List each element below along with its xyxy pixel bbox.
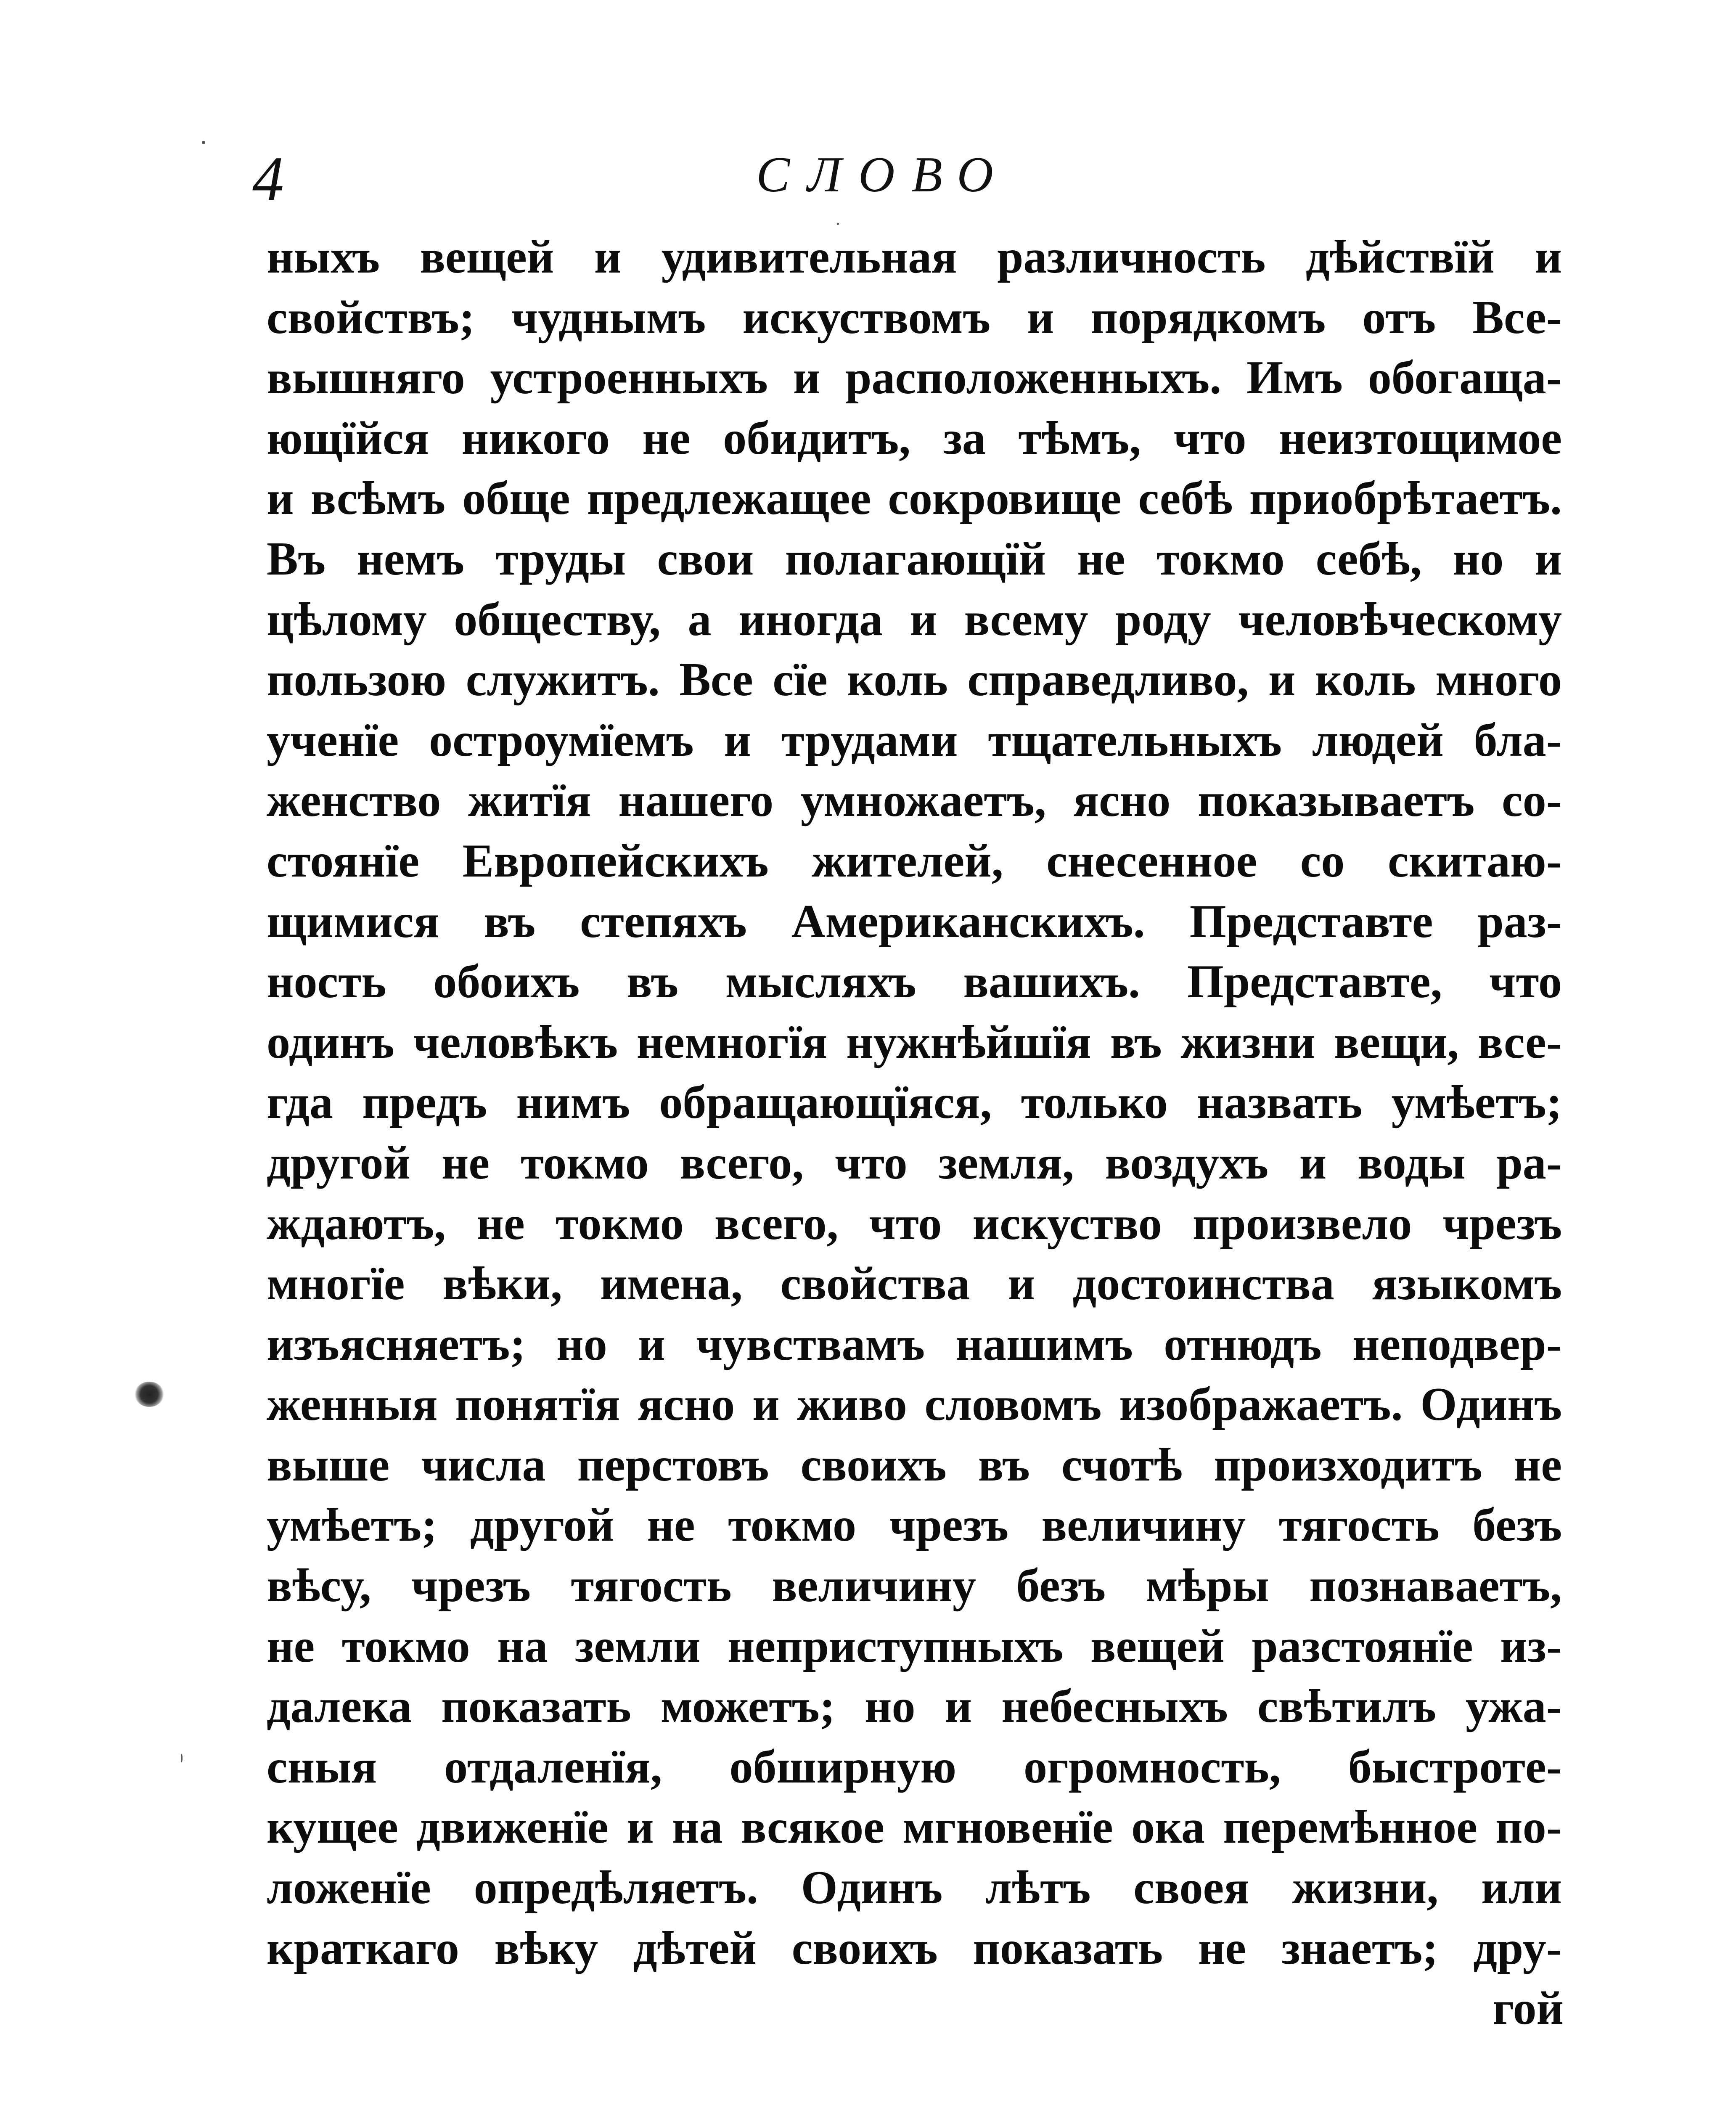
text-line: свойствъ; чуднымъ искуствомъ и порядкомъ отъ Все- xyxy=(267,291,1562,344)
text-line: изъясняетъ; но и чувствамъ нашимъ отнюдъ неподвер- xyxy=(267,1318,1562,1370)
text-line: далека показать можетъ; но и небесныхъ свѣтилъ ужа- xyxy=(267,1680,1562,1733)
paper-speck xyxy=(837,223,839,225)
text-line: стоянїе Европейскихъ жителей, снесенное со скитаю- xyxy=(267,834,1562,887)
text-line: пользою служитъ. Все сїе коль справедливо, и коль много xyxy=(267,654,1562,706)
text-line: женство житїя нашего умножаетъ, ясно показываетъ со- xyxy=(267,774,1562,827)
text-line: одинъ человѣкъ немногїя нужнѣйшїя въ жизни вещи, все- xyxy=(267,1016,1562,1068)
text-line: ученїе остроумїемъ и трудами тщательныхъ людей бла- xyxy=(267,714,1562,766)
text-line: женныя понятїя ясно и живо словомъ изображаетъ. Одинъ xyxy=(267,1378,1562,1431)
text-line: многїе вѣки, имена, свойства и достоинства языкомъ xyxy=(267,1258,1562,1310)
text-line: ждаютъ, не токмо всего, что искуство произвело чрезъ xyxy=(267,1197,1562,1250)
text-line: ющїйся никого не обидитъ, за тѣмъ, что неизтощимое xyxy=(267,412,1562,464)
text-line: цѣлому обществу, а иногда и всему роду человѣческому xyxy=(267,593,1562,646)
text-line: ность обоихъ въ мысляхъ вашихъ. Представте, что xyxy=(267,956,1562,1008)
text-line: вѣсу, чрезъ тягость величину безъ мѣры познаваетъ, xyxy=(267,1560,1562,1612)
text-line: сныя отдаленїя, обширную огромность, быстроте- xyxy=(267,1740,1562,1793)
catchword: гой xyxy=(1493,1982,1564,2034)
paper-speck xyxy=(181,1754,183,1762)
running-title: СЛОВО xyxy=(756,146,1010,202)
text-line: вышняго устроенныхъ и расположенныхъ. Имъ обогаща- xyxy=(267,352,1562,404)
paper-speck xyxy=(202,141,205,144)
text-line: гда предъ нимъ обращающїяся, только назвать умѣетъ; xyxy=(267,1076,1562,1129)
text-line: и всѣмъ обще предлежащее сокровище себѣ приобрѣтаетъ. xyxy=(267,472,1562,525)
ink-blot xyxy=(135,1382,164,1407)
text-line: ложенїе опредѣляетъ. Одинъ лѣтъ своея жизни, или xyxy=(267,1862,1562,1914)
body-text xyxy=(267,227,1562,1979)
text-line: Въ немъ труды свои полагающїй не токмо себѣ, но и xyxy=(267,532,1562,585)
text-line: выше числа перстовъ своихъ въ счотѣ произходитъ не xyxy=(267,1438,1562,1491)
text-line: не токмо на земли неприступныхъ вещей разстоянїе из- xyxy=(267,1620,1562,1672)
text-line: краткаго вѣку дѣтей своихъ показать не знаетъ; дру- xyxy=(267,1922,1562,1974)
text-line: кущее движенїе и на всякое мгновенїе ока перемѣнное по- xyxy=(267,1801,1562,1854)
page-number: 4 xyxy=(252,144,284,214)
text-line: щимися въ степяхъ Американскихъ. Представте раз- xyxy=(267,895,1562,948)
text-line: ныхъ вещей и удивительная различность дѣйствїй и xyxy=(267,231,1562,283)
text-line: умѣетъ; другой не токмо чрезъ величину тягость безъ xyxy=(267,1499,1562,1552)
text-line: другой не токмо всего, что земля, воздухъ и воды ра- xyxy=(267,1136,1562,1189)
